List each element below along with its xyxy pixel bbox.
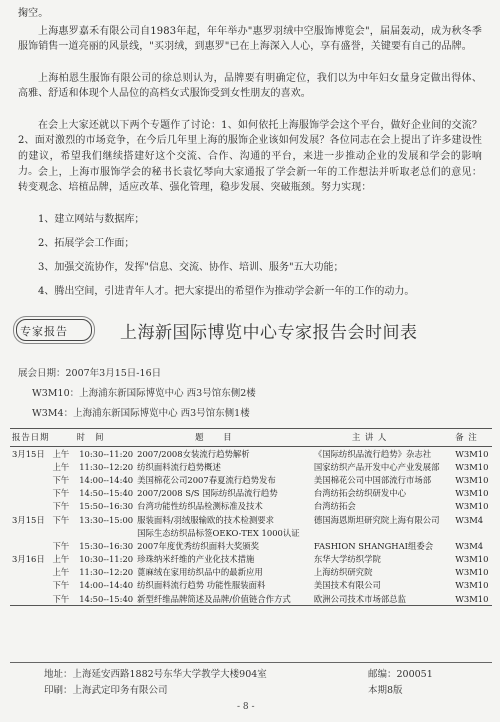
table-cell: 14:00--14:40 bbox=[79, 580, 134, 591]
table-cell: W3M4 bbox=[455, 540, 484, 551]
column-header: 备 注 bbox=[453, 429, 492, 447]
table-cell: 15:50--16:30 bbox=[79, 501, 134, 512]
table-cell bbox=[10, 592, 52, 606]
table-cell: 上午 bbox=[52, 554, 70, 565]
table-cell: W3M10 bbox=[455, 474, 489, 485]
table-cell: 东华大学纺织学院 bbox=[313, 554, 381, 565]
schedule-table bbox=[10, 428, 492, 606]
table-cell: 3月15日 bbox=[12, 514, 45, 525]
table-cell: 珍珠纳米纤维的产业化技术措施 bbox=[137, 554, 255, 565]
table-cell: 下午 bbox=[52, 488, 70, 499]
footer-issue: 本期8版 bbox=[368, 685, 403, 696]
table-cell: 下午 bbox=[52, 540, 70, 551]
table-cell: 下午 bbox=[52, 514, 70, 525]
table-cell: W3M10 bbox=[455, 567, 489, 578]
table-cell: 下午 bbox=[52, 501, 70, 512]
footer-printer: 印刷：上海武定印务有限公司 bbox=[44, 685, 168, 696]
table-row bbox=[10, 553, 492, 566]
table-cell: 上午 bbox=[52, 567, 70, 578]
table-cell bbox=[10, 500, 52, 513]
table-cell: 《国际纺织品流行趋势》杂志社 bbox=[313, 448, 432, 459]
table-cell: 上海纺织研究院 bbox=[313, 567, 373, 578]
footer-address: 地址：上海延安西路1882号东华大学教学大楼904室 bbox=[44, 669, 267, 680]
paragraph-2: 上海柏恩生服饰有限公司的徐总则认为，品牌要有明确定位，我们以为中年妇女量身定做出得体、高雅、舒适和体现个人品位的高档女式服饰受到女性朋友的喜欢。 bbox=[18, 73, 482, 100]
table-cell: 台湾纺拓会纺织研发中心 bbox=[313, 488, 406, 499]
table-row bbox=[10, 539, 492, 552]
table-cell: 新型纤维品牌简述及品牌/价值链合作方式 bbox=[135, 592, 312, 606]
table-cell: 台湾功能性纺织品检测标准及技术 bbox=[137, 501, 263, 512]
table-row bbox=[10, 592, 492, 606]
table-cell: W3M10 bbox=[455, 501, 489, 512]
paragraph-1: 上海惠罗嘉禾有限公司自1983年起，年年举办"惠罗羽绒中空服饰博览会"，届届轰动，成为秋冬季服饰销售一道亮丽的风景线，"买羽绒，到惠罗"已在上海深入人心，享有盛誉，关键要有自己的品牌。 bbox=[18, 26, 482, 53]
table-cell: 2007/2008女装流行趋势解析 bbox=[137, 448, 250, 459]
table-cell: 下午 bbox=[52, 580, 70, 591]
table-row bbox=[10, 473, 492, 486]
table-row bbox=[10, 566, 492, 579]
table-cell: 2007年度优秀纺织面料大奖颁奖 bbox=[137, 540, 259, 551]
table-cell: 蓖麻绒在家用纺织品中的最新应用 bbox=[137, 567, 263, 578]
table-cell bbox=[52, 526, 71, 539]
table-cell: W3M4 bbox=[455, 514, 484, 525]
table-cell bbox=[71, 526, 135, 539]
goal-item: 2、拓展学会工作面； bbox=[38, 238, 135, 249]
table-cell: 下午 bbox=[52, 592, 71, 606]
table-cell: 14:50--15:40 bbox=[79, 488, 134, 499]
table-row bbox=[10, 579, 492, 592]
table-row bbox=[10, 513, 492, 526]
table-cell: 台湾纺拓会 bbox=[313, 501, 356, 512]
table-cell: 纺织面料流行趋势 功能性服装面料 bbox=[137, 580, 266, 591]
table-cell: 14:50--15:40 bbox=[71, 592, 135, 606]
table-cell bbox=[10, 526, 52, 539]
column-header: 主 讲 人 bbox=[312, 429, 453, 447]
table-cell: 美国技术有限公司 bbox=[313, 580, 381, 591]
exhibit-date: 展会日期：2007年3月15日-16日 bbox=[18, 368, 162, 379]
table-cell: W3M10 bbox=[453, 592, 492, 606]
table-cell: 服装面料/羽绒服输欧的技术检测要求 bbox=[137, 514, 274, 525]
table-body bbox=[10, 447, 492, 606]
table-cell: 3月16日 bbox=[12, 554, 45, 565]
table-cell: 2007/2008 S/S 国际纺织品流行趋势 bbox=[137, 488, 278, 499]
table-cell: 14:00--14:40 bbox=[79, 474, 134, 485]
table-row bbox=[10, 460, 492, 473]
goal-item: 4、腾出空间，引进青年人才。把大家提出的希望作为推动学会新一年的工作的动力。 bbox=[38, 286, 415, 297]
table-cell: 纺织面料流行趋势概述 bbox=[137, 461, 221, 472]
table-cell: W3M10 bbox=[455, 580, 489, 591]
paragraph-0: 掬空。 bbox=[18, 8, 49, 19]
table-cell: 美国棉花公司中国部流行市场部 bbox=[313, 474, 432, 485]
column-header: 时 间 bbox=[52, 429, 135, 447]
footer-divider bbox=[10, 662, 492, 663]
table-cell: 国际生态纺织品标签OEKO-TEX 1000认证 bbox=[137, 527, 300, 538]
table-cell: 15:30--16:30 bbox=[79, 540, 134, 551]
venue-line: W3M4：上海浦东新国际博览中心 西3号馆东侧1楼 bbox=[32, 408, 250, 419]
paragraph-3: 在会上大家还就以下两个专题作了讨论：1、如何依托上海服饰学会这个平台，做好企业间的交流？2、面对激烈的市场竞争，在今后几年里上海的服饰企业该如何发展？各位同志在会上提出了许多建设性的建议，希望我们继续搭建好这个交流、合作、沟通的平台，来进一步推动企业的发展和学会的影响力。 bbox=[18, 120, 482, 178]
table-cell: 10:30--11:20 bbox=[79, 554, 134, 565]
table-cell: 3月15日 bbox=[12, 448, 45, 459]
table-cell: 美国棉花公司2007春夏流行趋势发布 bbox=[137, 474, 276, 485]
table-cell: 上午 bbox=[52, 448, 70, 459]
table-cell bbox=[312, 526, 453, 539]
column-header: 题 目 bbox=[135, 429, 312, 447]
goal-item: 1、建立网站与数据库； bbox=[38, 214, 145, 225]
table-cell: W3M10 bbox=[455, 488, 489, 499]
table-cell: 11:30--12:20 bbox=[79, 567, 134, 578]
table-cell bbox=[10, 487, 52, 500]
table-cell: 下午 bbox=[52, 474, 70, 485]
table-cell bbox=[10, 460, 52, 473]
table-row bbox=[10, 487, 492, 500]
table-cell: 10:30--11:20 bbox=[79, 448, 134, 459]
table-cell: FASHION SHANGHAI组委会 bbox=[313, 540, 434, 551]
table-cell: 国家纺织产品开发中心产业发展部 bbox=[313, 461, 440, 472]
table-row bbox=[10, 447, 492, 461]
table-header-row bbox=[10, 429, 492, 447]
table-cell bbox=[10, 579, 52, 592]
venue-line: W3M10：上海浦东新国际博览中心 西3号馆东侧2楼 bbox=[32, 388, 256, 399]
table-cell: 欧洲公司技术市场部总监 bbox=[312, 592, 453, 606]
table-row bbox=[10, 500, 492, 513]
table-cell: 13:30--15:00 bbox=[79, 514, 134, 525]
table-cell: W3M10 bbox=[455, 448, 489, 459]
table-cell: W3M10 bbox=[455, 461, 489, 472]
table-cell bbox=[10, 566, 52, 579]
table-cell bbox=[10, 473, 52, 486]
table-cell bbox=[453, 526, 492, 539]
table-cell bbox=[10, 539, 52, 552]
page-number: - 8 - bbox=[237, 702, 255, 712]
section-badge: 专家报告 bbox=[20, 325, 68, 338]
table-cell: 上午 bbox=[52, 461, 70, 472]
paragraph-4: 会上，上海市服饰学会的秘书长袁忆琴向大家通报了学会新一年的工作想法并听取老总们的意见：转变观念、培植品牌，适应改革、强化管理，稳步发展、突破瓶颈。努力实现： bbox=[18, 167, 482, 194]
table-cell: 德国海恩斯坦研究院上海有限公司 bbox=[313, 514, 440, 525]
footer-postcode: 邮编：200051 bbox=[368, 669, 433, 680]
column-header: 报告日期 bbox=[10, 429, 52, 447]
table-cell: 11:30--12:20 bbox=[79, 461, 134, 472]
goal-item: 3、加强交流协作，发挥"信息、交流、协作、培训、服务"五大功能； bbox=[38, 262, 344, 273]
table-cell: W3M10 bbox=[455, 554, 489, 565]
table-row bbox=[10, 526, 492, 539]
schedule-title: 上海新国际博览中心专家报告会时间表 bbox=[120, 323, 418, 343]
